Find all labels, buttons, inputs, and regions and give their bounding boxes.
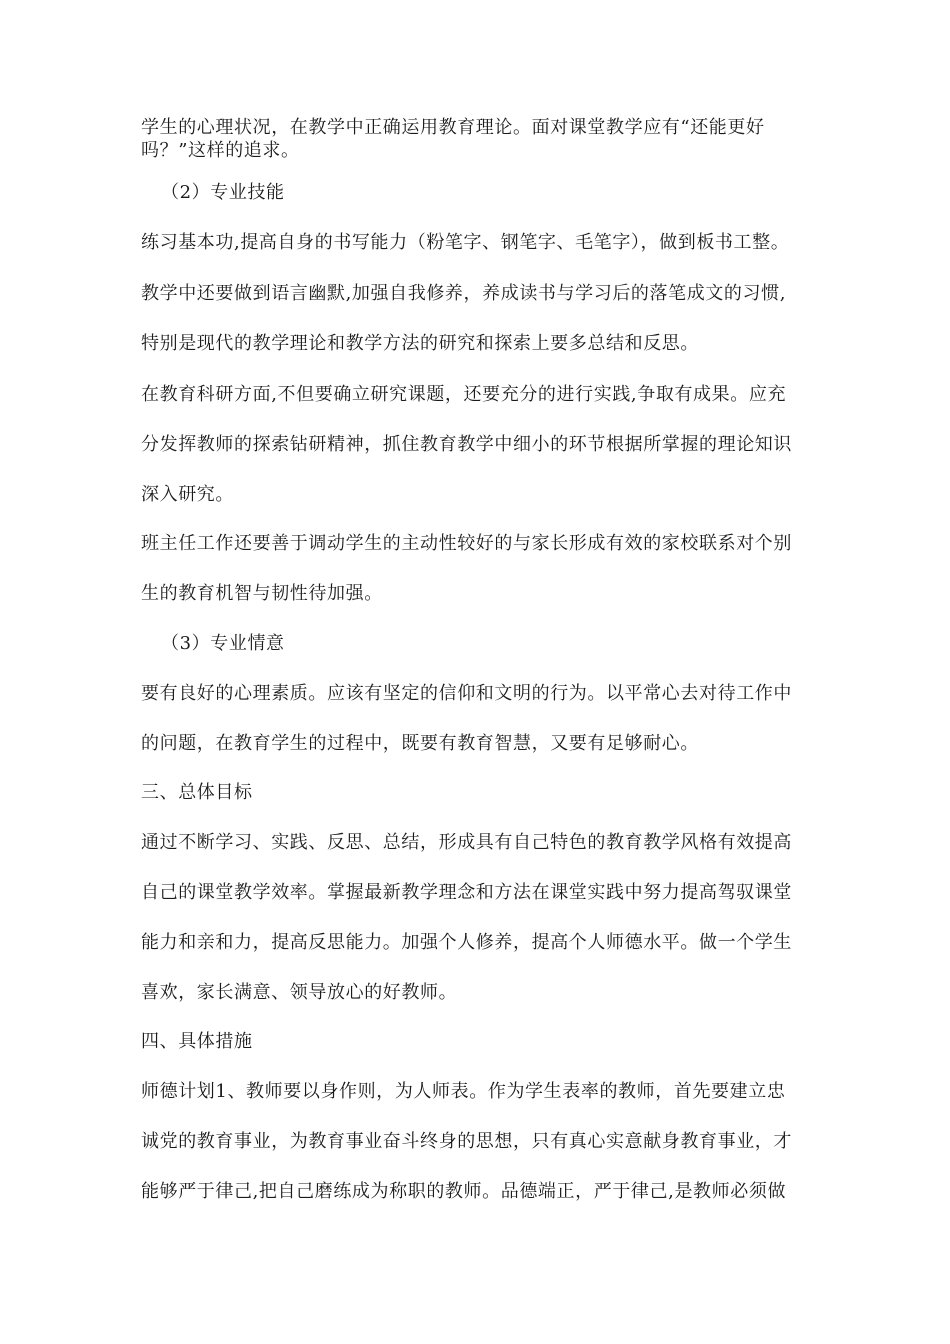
text-line: 的问题，在教育学生的过程中，既要有教育智慧，又要有足够耐心。 bbox=[141, 733, 699, 754]
text-line: 生的教育机智与韧性待加强。 bbox=[141, 583, 383, 604]
text-line: 能力和亲和力，提高反思能力。加强个人修养，提高个人师德水平。做一个学生 bbox=[141, 932, 792, 953]
text-line: 师德计划1、教师要以身作则，为人师表。作为学生表率的教师，首先要建立忠 bbox=[141, 1081, 786, 1102]
text-line: 诚党的教育事业，为教育事业奋斗终身的思想，只有真心实意献身教育事业，才 bbox=[141, 1131, 792, 1152]
text-line: 学生的心理状况，在教学中正确运用教育理论。面对课堂教学应有“还能更好 bbox=[141, 117, 765, 138]
text-line: 练习基本功,提高自身的书写能力（粉笔字、钢笔字、毛笔字），做到板书工整。 bbox=[141, 232, 790, 253]
text-line: 要有良好的心理素质。应该有坚定的信仰和文明的行为。以平常心去对待工作中 bbox=[141, 683, 792, 704]
text-line: 教学中还要做到语言幽默,加强自我修养，养成读书与学习后的落笔成文的习惯, bbox=[141, 283, 787, 304]
text-line: 能够严于律己,把自己磨练成为称职的教师。品德端正，严于律己,是教师必须做 bbox=[141, 1181, 787, 1202]
text-line: 分发挥教师的探索钻研精神，抓住教育教学中细小的环节根据所掌握的理论知识 bbox=[141, 434, 792, 455]
text-line: 吗？”这样的追求。 bbox=[141, 140, 300, 161]
section-heading: 三、总体目标 bbox=[141, 782, 253, 803]
text-line: 通过不断学习、实践、反思、总结，形成具有自己特色的教育教学风格有效提高 bbox=[141, 832, 792, 853]
text-line: 班主任工作还要善于调动学生的主动性较好的与家长形成有效的家校联系对个别 bbox=[141, 533, 792, 554]
text-line: 在教育科研方面,不但要确立研究课题，还要充分的进行实践,争取有成果。应充 bbox=[141, 384, 787, 405]
text-line: 特别是现代的教学理论和教学方法的研究和探索上要多总结和反思。 bbox=[141, 333, 699, 354]
text-line: 自己的课堂教学效率。掌握最新教学理念和方法在课堂实践中努力提高驾驭课堂 bbox=[141, 882, 792, 903]
section-heading: （2）专业技能 bbox=[161, 182, 285, 203]
section-heading: 四、具体措施 bbox=[141, 1031, 253, 1052]
section-heading: （3）专业情意 bbox=[161, 633, 285, 654]
text-line: 喜欢，家长满意、领导放心的好教师。 bbox=[141, 982, 458, 1003]
text-line: 深入研究。 bbox=[141, 484, 234, 505]
